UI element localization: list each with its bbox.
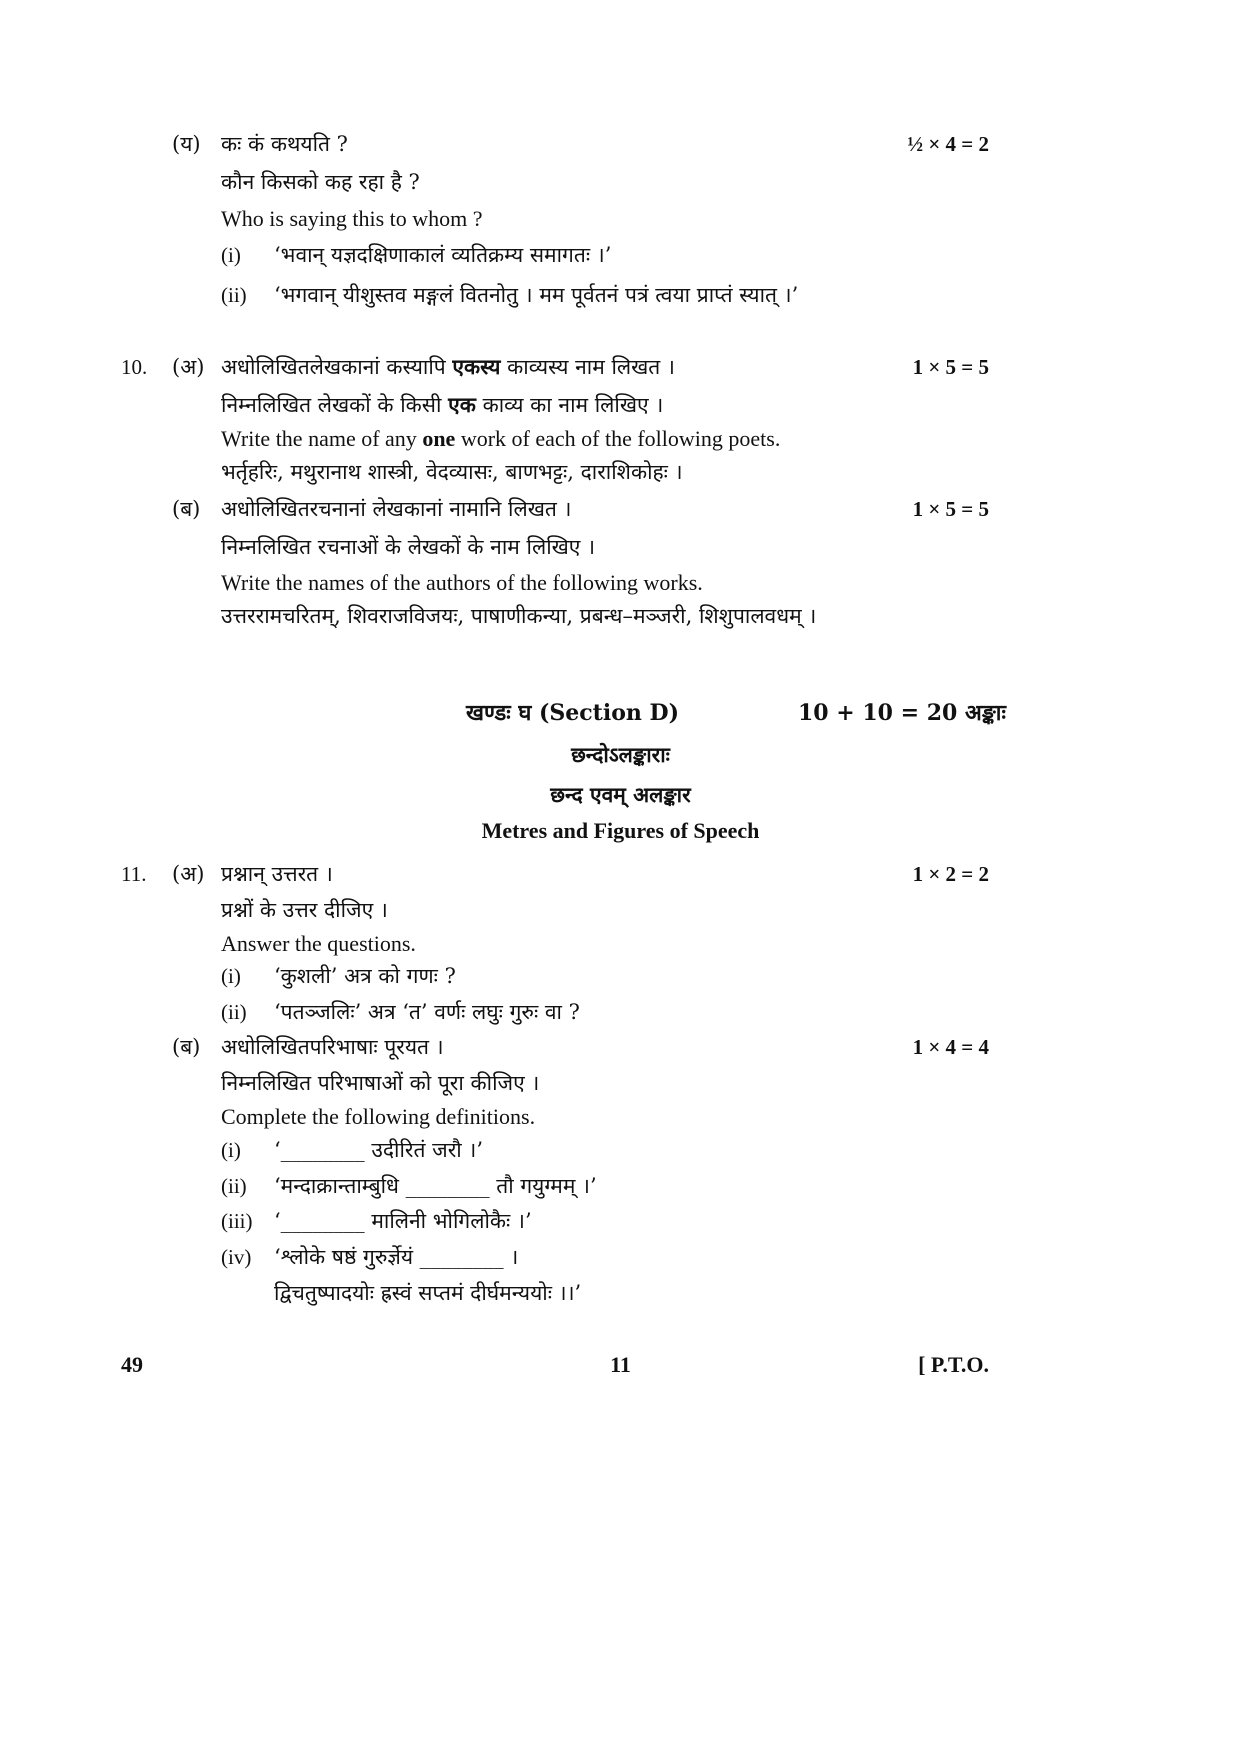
q11b-hindi: निम्नलिखित परिभाषाओं को पूरा कीजिए । [221,1071,540,1095]
q10b-english: Write the names of the authors of the following works. [221,570,703,595]
q9y-marks: ½ × 4 = 2 [907,132,989,156]
q11a-english: Answer the questions. [221,931,416,956]
page-number: 11 [610,1352,631,1377]
q10a-english-post: work of each of the following poets. [460,426,781,451]
pto-label: [ P.T.O. [918,1352,989,1377]
q11b-label: (ब) [172,1035,201,1059]
q9y-english: Who is saying this to whom ? [221,206,483,231]
q10a-hindi-pre: निम्नलिखित लेखकों के किसी [221,393,442,417]
q9y-label: (य) [172,132,201,156]
q10a-text-post: काव्यस्य नाम लिखत । [507,355,675,379]
q10a-english-pre: Write the name of any [221,426,417,451]
q9y-item-1-text: ‘भवान् यज्ञदक्षिणाकालं व्यतिक्रम्य समागतः ।’ [274,243,612,267]
q10a-label: (अ) [172,355,205,379]
q10b-list: उत्तररामचरितम्, शिवराजविजयः, पाषाणीकन्या, प्रबन्ध–मञ्जरी, शिशुपालवधम् । [221,604,817,628]
q11b-english: Complete the following definitions. [221,1104,536,1129]
q11b-item-3-text: ‘________ मालिनी भोगिलोकैः ।’ [274,1209,532,1233]
q11b-item-3-num: (iii) [221,1209,253,1233]
q10b-marks: 1 × 5 = 5 [912,497,989,521]
q11a-marks: 1 × 2 = 2 [912,862,989,886]
q11a-item-2-text: ‘पतञ्जलिः’ अत्र ‘त’ वर्णः लघुः गुरुः वा ? [274,1000,580,1024]
q10a-hindi-post: काव्य का नाम लिखिए । [482,393,664,417]
q10a-text-pre: अधोलिखितलेखकानां कस्यापि [221,355,446,379]
q11b-item-2-num: (ii) [221,1174,247,1198]
q9y-item-2-text: ‘भगवान् यीशुस्तव मङ्गलं वितनोतु । मम पूर्वतनं पत्रं त्वया प्राप्तं स्यात् ।’ [274,283,799,307]
q10a-english [221,425,780,453]
q10a-marks: 1 × 5 = 5 [912,355,989,379]
q11a-text: प्रश्नान् उत्तरत । [221,862,333,886]
q11a-item-1-text: ‘कुशली’ अत्र को गणः ? [274,964,456,988]
q10b-hindi: निम्नलिखित रचनाओं के लेखकों के नाम लिखिए । [221,535,596,559]
q11b-item-4-text: ‘श्लोके षष्ठं गुरुर्ज्ञेयं ________ । [274,1245,519,1269]
q10a-english-bold: one [422,426,456,451]
section-heading: खण्डः घ (Section D) [466,700,680,726]
q10a-text-bold: एकस्य [452,354,501,379]
section-title-sanskrit: छन्दोऽलङ्काराः [571,742,670,767]
q10b-text: अधोलिखितरचनानां लेखकानां नामानि लिखत । [221,497,572,521]
q9y-item-1-num: (i) [221,243,241,267]
q11-number: 11. [121,862,147,886]
q11b-text: अधोलिखितपरिभाषाः पूरयत । [221,1035,444,1059]
q9y-item-2-num: (ii) [221,283,247,307]
q11a-item-1-num: (i) [221,964,241,988]
q11b-item-1-text: ‘________ उदीरितं जरौ ।’ [274,1138,484,1162]
q11a-hindi: प्रश्नों के उत्तर दीजिए । [221,898,388,922]
q11b-marks: 1 × 4 = 4 [912,1035,989,1059]
q11b-item-4-num: (iv) [221,1245,252,1269]
q9y-hindi: कौन किसको कह रहा है ? [221,170,420,194]
paper-code: 49 [121,1352,143,1377]
q10a-hindi [221,391,663,419]
q11b-item-4-continuation: द्विचतुष्पादयोः ह्रस्वं सप्तमं दीर्घमन्ययोः ।।’ [274,1281,582,1305]
q11b-item-1-num: (i) [221,1138,241,1162]
q10b-label: (ब) [172,497,201,521]
q10a-hindi-bold: एक [448,392,476,417]
section-title-english: Metres and Figures of Speech [481,818,760,843]
q9y-text: कः कं कथयति ? [221,132,348,156]
q10a-text [221,353,675,381]
section-marks: 10 + 10 = 20 अङ्काः [798,700,1006,726]
section-title-hindi: छन्द एवम् अलङ्कार [550,782,691,807]
q11b-item-2-text: ‘मन्दाक्रान्ताम्बुधि ________ तौ गयुग्मम् ।’ [274,1174,597,1198]
q10a-list: भर्तृहरिः, मथुरानाथ शास्त्री, वेदव्यासः, बाणभट्टः, दाराशिकोहः । [221,460,683,484]
q11a-label: (अ) [172,862,205,886]
q11a-item-2-num: (ii) [221,1000,247,1024]
q10-number: 10. [121,355,148,379]
